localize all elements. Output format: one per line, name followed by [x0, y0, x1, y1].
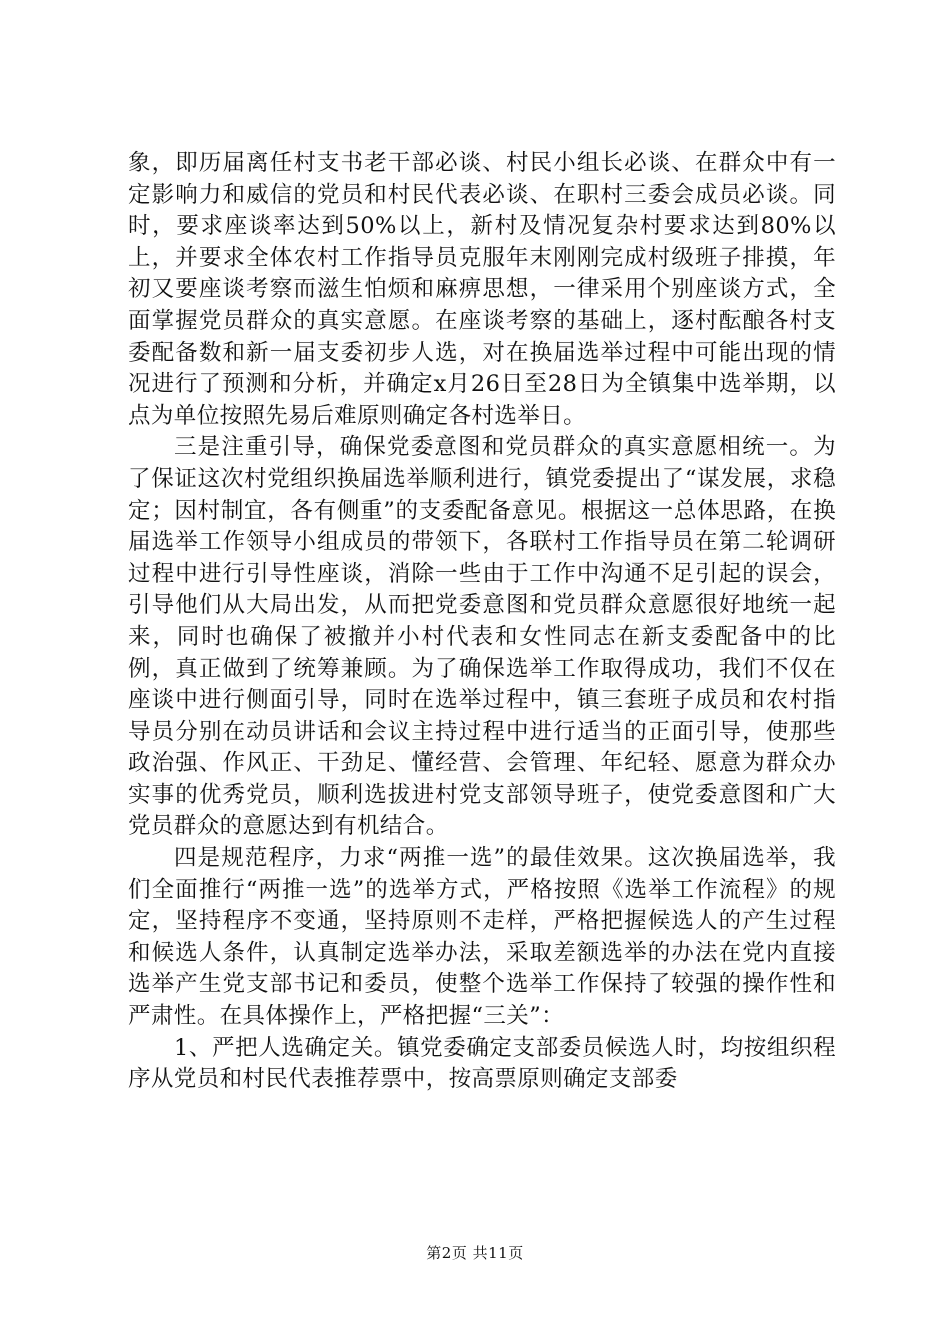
paragraph-point-three: 三是注重引导，确保党委意图和党员群众的真实意愿相统一。为了保证这次村党组织换届选举顺利进行，镇党委提出了“谋发展，求稳定；因村制宜，各有侧重”的支委配备意见。根据这一总体思路，在换届选举工作领导小组成员的带领下，各联村工作指导员在第二轮调研过程中进行引导性座谈，消除一些由于工作中沟通不足引起的误会，引导他们从大局出发，从而把党委意图和党员群众意愿很好地统一起来，同时也确保了被撤并小村代表和女性同志在新支委配备中的比例，真正做到了统筹兼顾。为了确保选举工作取得成功，我们不仅在座谈中进行侧面引导，同时在选举过程中，镇三套班子成员和农村指导员分别在动员讲话和会议主持过程中进行适当的正面引导，使那些政治强、作风正、干劲足、懂经营、会管理、年纪轻、愿意为群众办实事的优秀党员，顺利选拔进村党支部领导班子，使党委意图和广大党员群众的意愿达到有机结合。 — [128, 434, 836, 840]
paragraph-point-four: 四是规范程序，力求“两推一选”的最佳效果。这次换届选举，我们全面推行“两推一选”的选举方式，严格按照《选举工作流程》的规定，坚持程序不变通，坚持原则不走样，严格把握候选人的产生过程和候选人条件，认真制定选举办法，采取差额选举的办法在党内直接选举产生党支部书记和委员，使整个选举工作保持了较强的操作性和严肃性。在具体操作上，严格把握“三关”： — [128, 845, 836, 1030]
paragraph-continuation: 象，即历届离任村支书老干部必谈、村民小组长必谈、在群众中有一定影响力和威信的党员和村民代表必谈、在职村三委会成员必谈。同时，要求座谈率达到50%以上，新村及情况复杂村要求达到80%以上，并要求全体农村工作指导员克服年末刚刚完成村级班子排摸，年初又要座谈考察而滋生怕烦和麻痹思想，一律采用个别座谈方式，全面掌握党员群众的真实意愿。在座谈考察的基础上，逐村酝酿各村支委配备数和新一届支委初步人选，对在换届选举过程中可能出现的情况进行了预测和分析，并确定x月26日至28日为全镇集中选举期，以点为单位按照先易后难原则确定各村选举日。 — [128, 150, 836, 429]
document-body — [128, 148, 836, 1096]
paragraph-item-one: 1、严把人选确定关。镇党委确定支部委员候选人时，均按组织程序从党员和村民代表推荐票中，按高票原则确定支部委 — [128, 1034, 836, 1093]
page-number-footer: 第2页 共11页 — [426, 1244, 524, 1262]
